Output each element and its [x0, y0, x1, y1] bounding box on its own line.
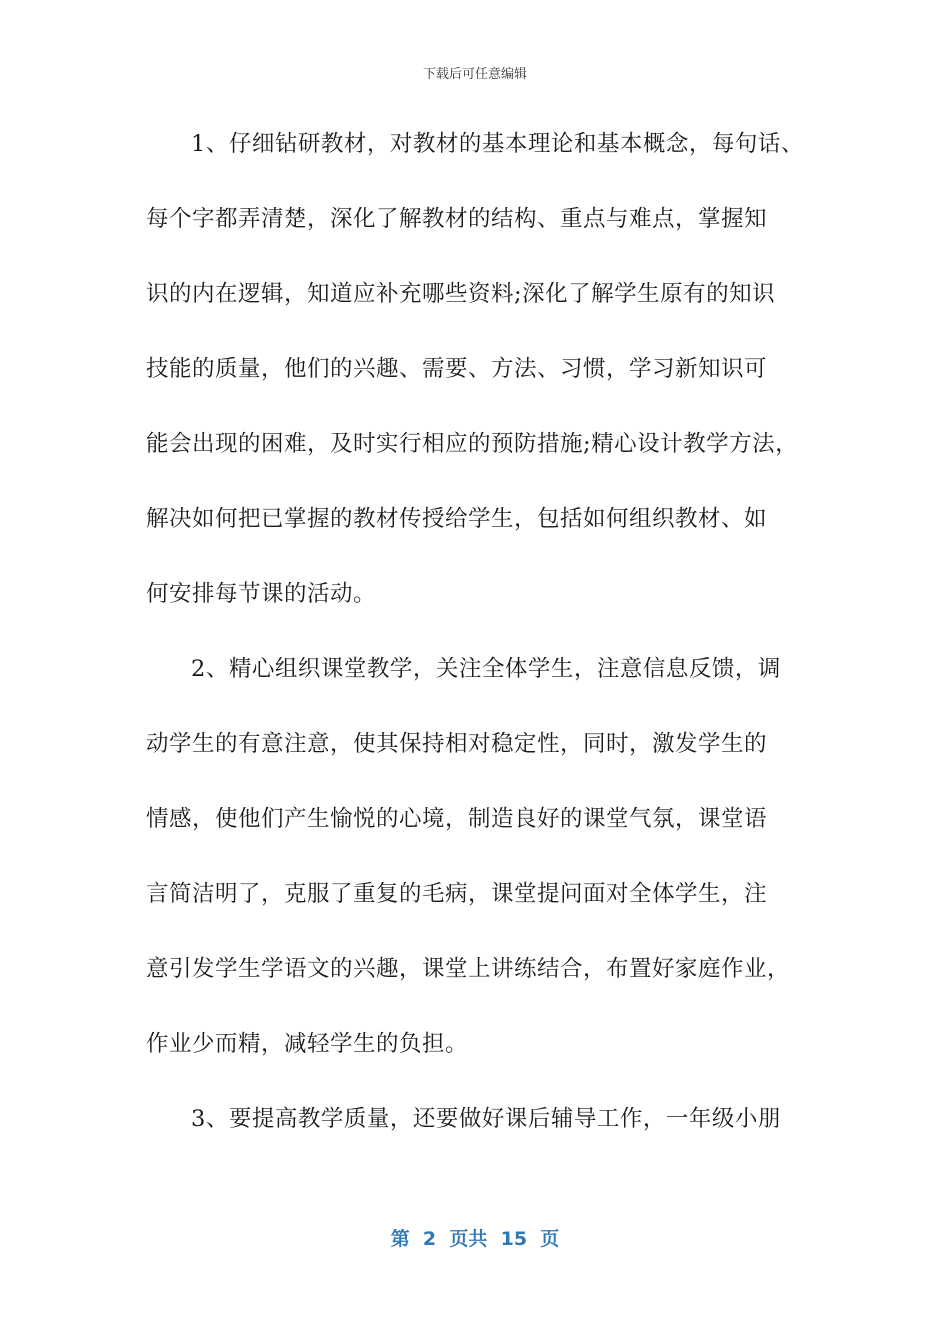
- text-line: 意引发学生学语文的兴趣，课堂上讲练结合，布置好家庭作业，: [146, 956, 791, 982]
- page-header: 下载后可任意编辑: [422, 67, 527, 82]
- text-line: 何安排每节课的活动。: [146, 581, 377, 607]
- document-body: [146, 126, 826, 1176]
- text-line: 3、要提高教学质量，还要做好课后辅导工作，一年级小朋: [191, 1106, 781, 1132]
- text-line: 情感，使他们产生愉悦的心境，制造良好的课堂气氛，课堂语: [146, 806, 768, 832]
- text-line: 2、精心组织课堂教学，关注全体学生，注意信息反馈，调: [191, 656, 781, 682]
- text-line: 解决如何把已掌握的教材传授给学生，包括如何组织教材、如: [146, 506, 768, 532]
- text-line: 每个字都弄清楚，深化了解教材的结构、重点与难点，掌握知: [146, 206, 768, 232]
- text-line: 言简洁明了，克服了重复的毛病，课堂提问面对全体学生，注: [146, 881, 768, 907]
- page-number-footer: 第 2 页共 15 页: [390, 1228, 560, 1250]
- text-line: 作业少而精，减轻学生的负担。: [146, 1031, 469, 1057]
- text-line: 技能的质量，他们的兴趣、需要、方法、习惯，学习新知识可: [146, 356, 768, 382]
- text-line: 动学生的有意注意，使其保持相对稳定性，同时，激发学生的: [146, 731, 768, 757]
- text-line: 1、仔细钻研教材，对教材的基本理论和基本概念，每句话、: [191, 131, 804, 157]
- text-line: 识的内在逻辑，知道应补充哪些资料;深化了解学生原有的知识: [146, 281, 776, 307]
- text-line: 能会出现的困难，及时实行相应的预防措施;精心设计教学方法，: [146, 431, 799, 457]
